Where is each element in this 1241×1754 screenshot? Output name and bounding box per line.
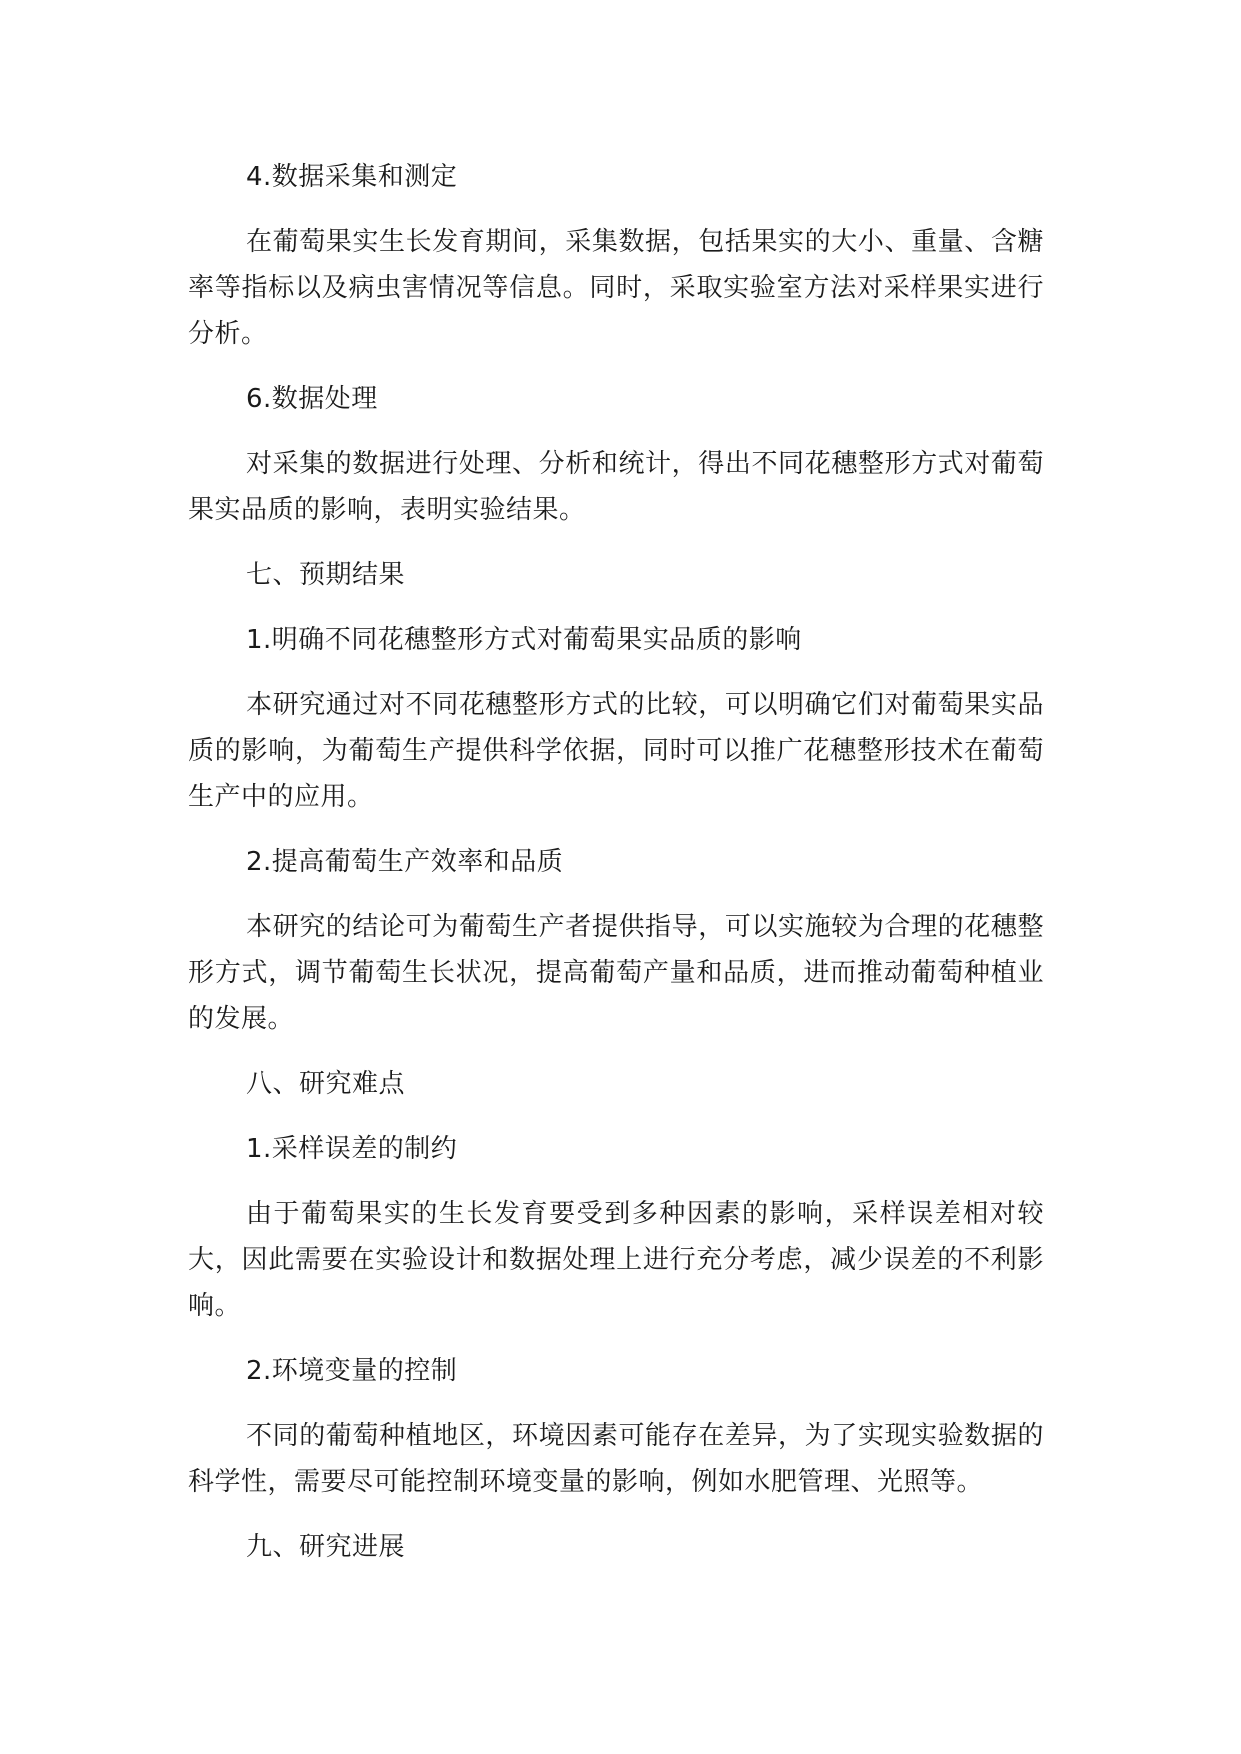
paragraph-environment-control: 不同的葡萄种植地区，环境因素可能存在差异，为了实现实验数据的科学性，需要尽可能控制环境变量的影响，例如水肥管理、光照等。: [188, 1421, 1044, 1497]
paragraph-sampling-error: 由于葡萄果实的生长发育要受到多种因素的影响，采样误差相对较大，因此需要在实验设计和数据处理上进行充分考虑，减少误差的不利影响。: [188, 1199, 1044, 1321]
paragraph-improve-efficiency: 本研究的结论可为葡萄生产者提供指导，可以实施较为合理的花穗整形方式，调节葡萄生长状况，提高葡萄产量和品质，进而推动葡萄种植业的发展。: [188, 912, 1044, 1034]
section-heading-data-collection: 4.数据采集和测定: [246, 162, 458, 192]
paragraph-data-collection: 在葡萄果实生长发育期间，采集数据，包括果实的大小、重量、含糖率等指标以及病虫害情况等信息。同时，采取实验室方法对采样果实进行分析。: [188, 227, 1044, 349]
section-heading-clarify-influence: 1.明确不同花穗整形方式对葡萄果实品质的影响: [246, 625, 802, 655]
chapter-heading-research-difficulties: 八、研究难点: [246, 1069, 406, 1099]
section-heading-data-processing: 6.数据处理: [246, 384, 378, 414]
chapter-heading-research-progress: 九、研究进展: [246, 1532, 406, 1562]
document-body: [188, 154, 1044, 1589]
section-heading-sampling-error: 1.采样误差的制约: [246, 1134, 458, 1164]
paragraph-data-processing: 对采集的数据进行处理、分析和统计，得出不同花穗整形方式对葡萄果实品质的影响，表明实验结果。: [188, 449, 1044, 525]
section-heading-environment-control: 2.环境变量的控制: [246, 1356, 458, 1386]
paragraph-clarify-influence: 本研究通过对不同花穗整形方式的比较，可以明确它们对葡萄果实品质的影响，为葡萄生产提供科学依据，同时可以推广花穗整形技术在葡萄生产中的应用。: [188, 690, 1044, 812]
chapter-heading-expected-results: 七、预期结果: [246, 560, 406, 590]
section-heading-improve-efficiency: 2.提高葡萄生产效率和品质: [246, 847, 564, 877]
